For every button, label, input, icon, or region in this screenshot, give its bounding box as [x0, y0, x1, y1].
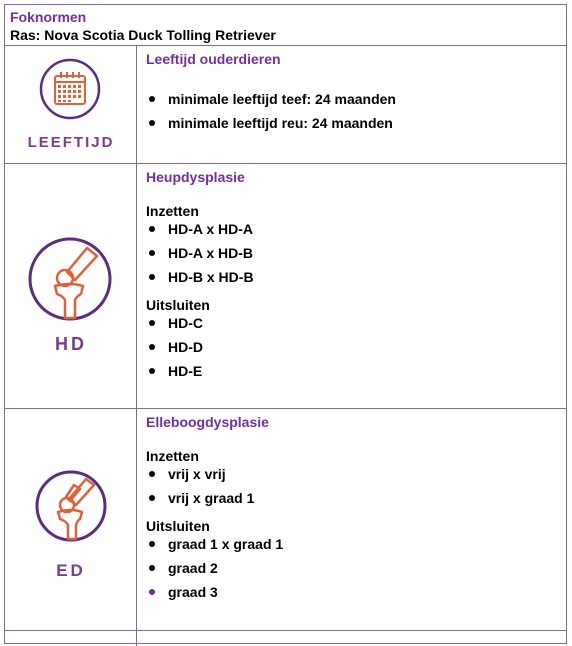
hd-include-list	[146, 220, 561, 286]
hd-title: Heupdysplasie	[146, 169, 245, 185]
list-item: HD-B x HD-B	[146, 268, 561, 286]
list-item: graad 3	[146, 583, 561, 601]
table-title: Foknormen	[10, 9, 87, 25]
hd-icon-label: HD	[55, 334, 87, 354]
hd-include-label: Inzetten	[146, 203, 199, 219]
list-item: minimale leeftijd teef: 24 maanden	[146, 90, 561, 108]
ed-exclude-label: Uitsluiten	[146, 518, 210, 534]
table-row-hd	[4, 164, 567, 409]
ed-criteria	[146, 409, 561, 601]
list-item: graad 1 x graad 1	[146, 535, 561, 553]
age-list	[146, 90, 561, 132]
list-item: vrij x graad 1	[146, 489, 561, 507]
age-criteria	[146, 46, 561, 132]
breed-label: Ras: Nova Scotia Duck Tolling Retriever	[10, 27, 276, 43]
table-header	[4, 4, 567, 46]
age-icon-label: LEEFTIJD	[27, 134, 115, 151]
ed-exclude-list	[146, 535, 561, 601]
age-title: Leeftijd ouderdieren	[146, 51, 281, 67]
hd-exclude-label: Uitsluiten	[146, 297, 210, 313]
list-item: HD-A x HD-B	[146, 244, 561, 262]
list-item: vrij x vrij	[146, 465, 561, 483]
list-item: HD-A x HD-A	[146, 220, 561, 238]
ed-icon-label: ED	[56, 561, 86, 580]
list-item: HD-D	[146, 338, 561, 356]
ed-title: Elleboogdysplasie	[146, 414, 269, 430]
calendar-icon	[39, 58, 101, 120]
elbow-joint-icon	[34, 469, 108, 543]
list-item: HD-E	[146, 362, 561, 380]
list-item: graad 2	[146, 559, 561, 577]
ed-include-list	[146, 465, 561, 507]
hip-joint-icon	[27, 236, 113, 322]
table-row-age	[4, 46, 567, 164]
table-row-ed	[4, 409, 567, 631]
hd-criteria	[146, 164, 561, 380]
ed-include-label: Inzetten	[146, 448, 199, 464]
list-item: minimale leeftijd reu: 24 maanden	[146, 114, 561, 132]
list-item: HD-C	[146, 314, 561, 332]
hd-exclude-list	[146, 314, 561, 380]
